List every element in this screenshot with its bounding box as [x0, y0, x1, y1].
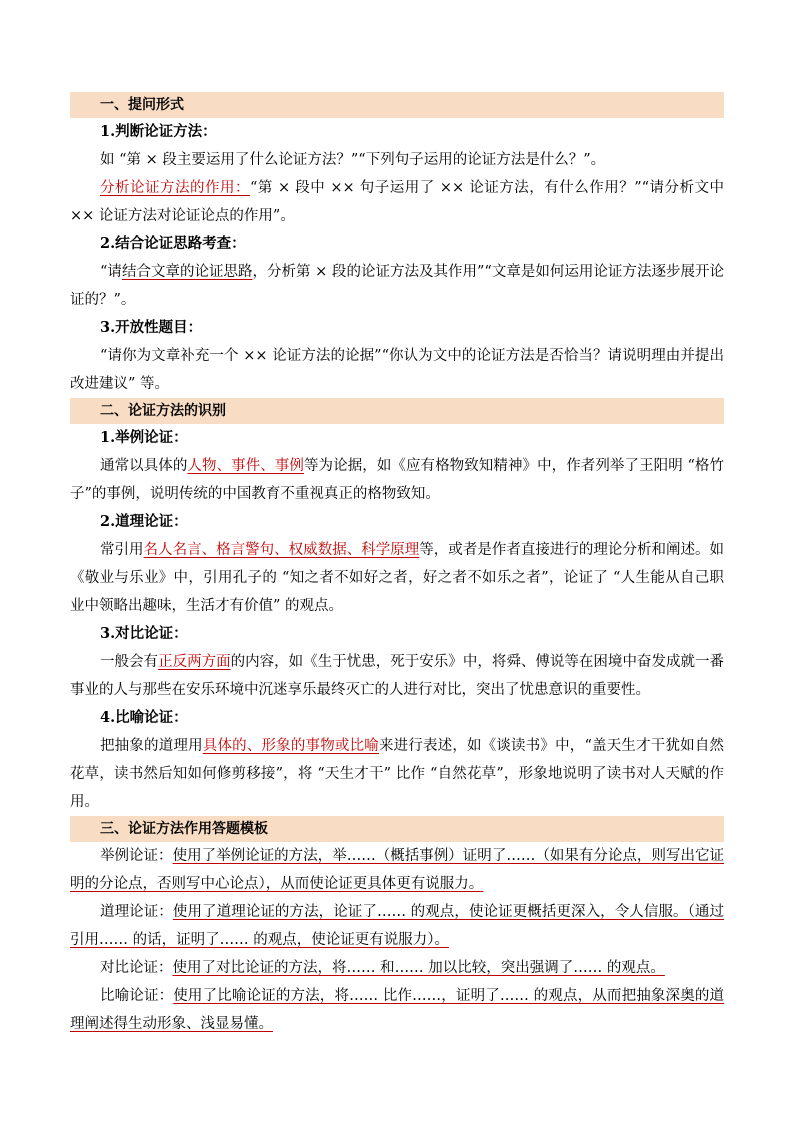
subheading-argument-thinking: 2.结合论证思路考查： [100, 235, 246, 252]
subheading-metaphor-argument: 4.比喻论证： [100, 709, 188, 726]
underlined-phrase: 正反两方面 [158, 654, 231, 670]
subheading-judge-method: 1.判断论证方法： [100, 123, 217, 140]
template-text: 使用了对比论证的方法，将…… 和…… 加以比较，突出强调了…… 的观点。 [172, 960, 665, 976]
section-header-3: 三、论证方法作用答题模板 [70, 816, 724, 842]
paragraph-metaphor-argument [70, 732, 724, 816]
template-text: 使用了比喻论证的方法，将…… 比作……，证明了…… 的观点，从而把抽象深奥的道理阐述得生动形象、浅显易懂。 [70, 988, 725, 1032]
paragraph-text: ，分析第 × 段的论证方法及其作用”“文章是如何运用论证方法逐步展开论证的？”。 [70, 264, 724, 308]
paragraph-text: 来进行表述，如《谈读书》中，“盖天生才干犹如自然花草，读书然后知如何修剪移接”，将 “天生才干” 比作 “自然花草”，形象地说明了读书对人天赋的作用。 [70, 738, 724, 810]
template-example-argument [70, 842, 724, 898]
underlined-phrase: 分析论证方法的作用： [100, 180, 250, 196]
paragraph-text: 等为论据，如《应有格物致知精神》中，作者列举了王阳明 “格竹子”的事例，说明传统的中国教育不重视真正的格物致知。 [70, 458, 725, 502]
paragraph-text: 一般会有 [100, 654, 159, 670]
subheading-contrast-argument: 3.对比论证： [100, 625, 188, 642]
paragraph-text: 通常以具体的 [100, 458, 188, 474]
paragraph-text: 等，或者是作者直接进行的理论分析和阐述。如《敬业与乐业》中，引用孔子的 “知之者不如好之者，好之者不如乐之者”，论证了 “人生能从自己职业中领略出趣味，生活才有价值” 的观点。 [70, 542, 725, 614]
paragraph-text: 常引用 [100, 542, 144, 558]
subheading-open-question: 3.开放性题目： [100, 319, 203, 336]
template-reason-argument [70, 898, 724, 954]
underlined-phrase: 名人名言、格言警句、权威数据、科学原理 [143, 542, 420, 558]
subheading-reason-argument: 2.道理论证： [100, 513, 188, 530]
paragraph-example-argument [70, 452, 724, 508]
underlined-phrase: 结合文章的论证思路 [121, 264, 253, 280]
section-header-1: 一、提问形式 [70, 92, 724, 118]
underlined-phrase: 人物、事件、事例 [187, 458, 304, 474]
paragraph-open-question: “请你为文章补充一个 ×× 论证方法的论据”“你认为文中的论证方法是否恰当？请说明理由并提出改进建议” 等。 [70, 348, 724, 392]
template-contrast-argument [70, 954, 724, 982]
document-page [70, 92, 724, 1038]
section-header-2: 二、论证方法的识别 [70, 398, 724, 424]
subheading-example-argument: 1.举例论证： [100, 429, 188, 446]
template-label: 比喻论证： [100, 988, 174, 1004]
template-text: 使用了道理论证的方法，论证了…… 的观点，使论证更概括更深入，令人信服。（通过引用…… 的话，证明了…… 的观点，使论证更有说服力）。 [70, 904, 725, 948]
paragraph-reason-argument [70, 536, 724, 620]
paragraph-judge-examples: 如 “第 × 段主要运用了什么论证方法？”“下列句子运用的论证方法是什么？”。 [100, 152, 606, 168]
paragraph-text: “第 × 段中 ×× 句子运用了 ×× 论证方法，有什么作用？”“请分析文中 ×× 论证方法对论证论点的作用”。 [70, 180, 725, 224]
paragraph-text: 把抽象的道理用 [100, 738, 203, 754]
template-label: 道理论证： [100, 904, 173, 920]
paragraph-contrast-argument [70, 648, 724, 704]
paragraph-text: “请 [100, 264, 122, 280]
paragraph-analyze-function [70, 174, 724, 230]
template-metaphor-argument [70, 982, 724, 1038]
paragraph-text: 的内容，如《生于忧患，死于安乐》中，将舜、傅说等在困境中奋发成就一番事业的人与那些在安乐环境中沉迷享乐最终灭亡的人进行对比，突出了忧患意识的重要性。 [70, 654, 725, 698]
template-label: 对比论证： [100, 960, 173, 976]
underlined-phrase: 具体的、形象的事物或比喻 [202, 738, 379, 754]
paragraph-argument-thinking [70, 258, 724, 314]
template-text: 使用了举例论证的方法，举……（概括事例）证明了……（如果有分论点，则写出它证明的分论点，否则写中心论点），从而使论证更具体更有说服力。 [70, 848, 724, 892]
template-label: 举例论证： [100, 848, 173, 864]
